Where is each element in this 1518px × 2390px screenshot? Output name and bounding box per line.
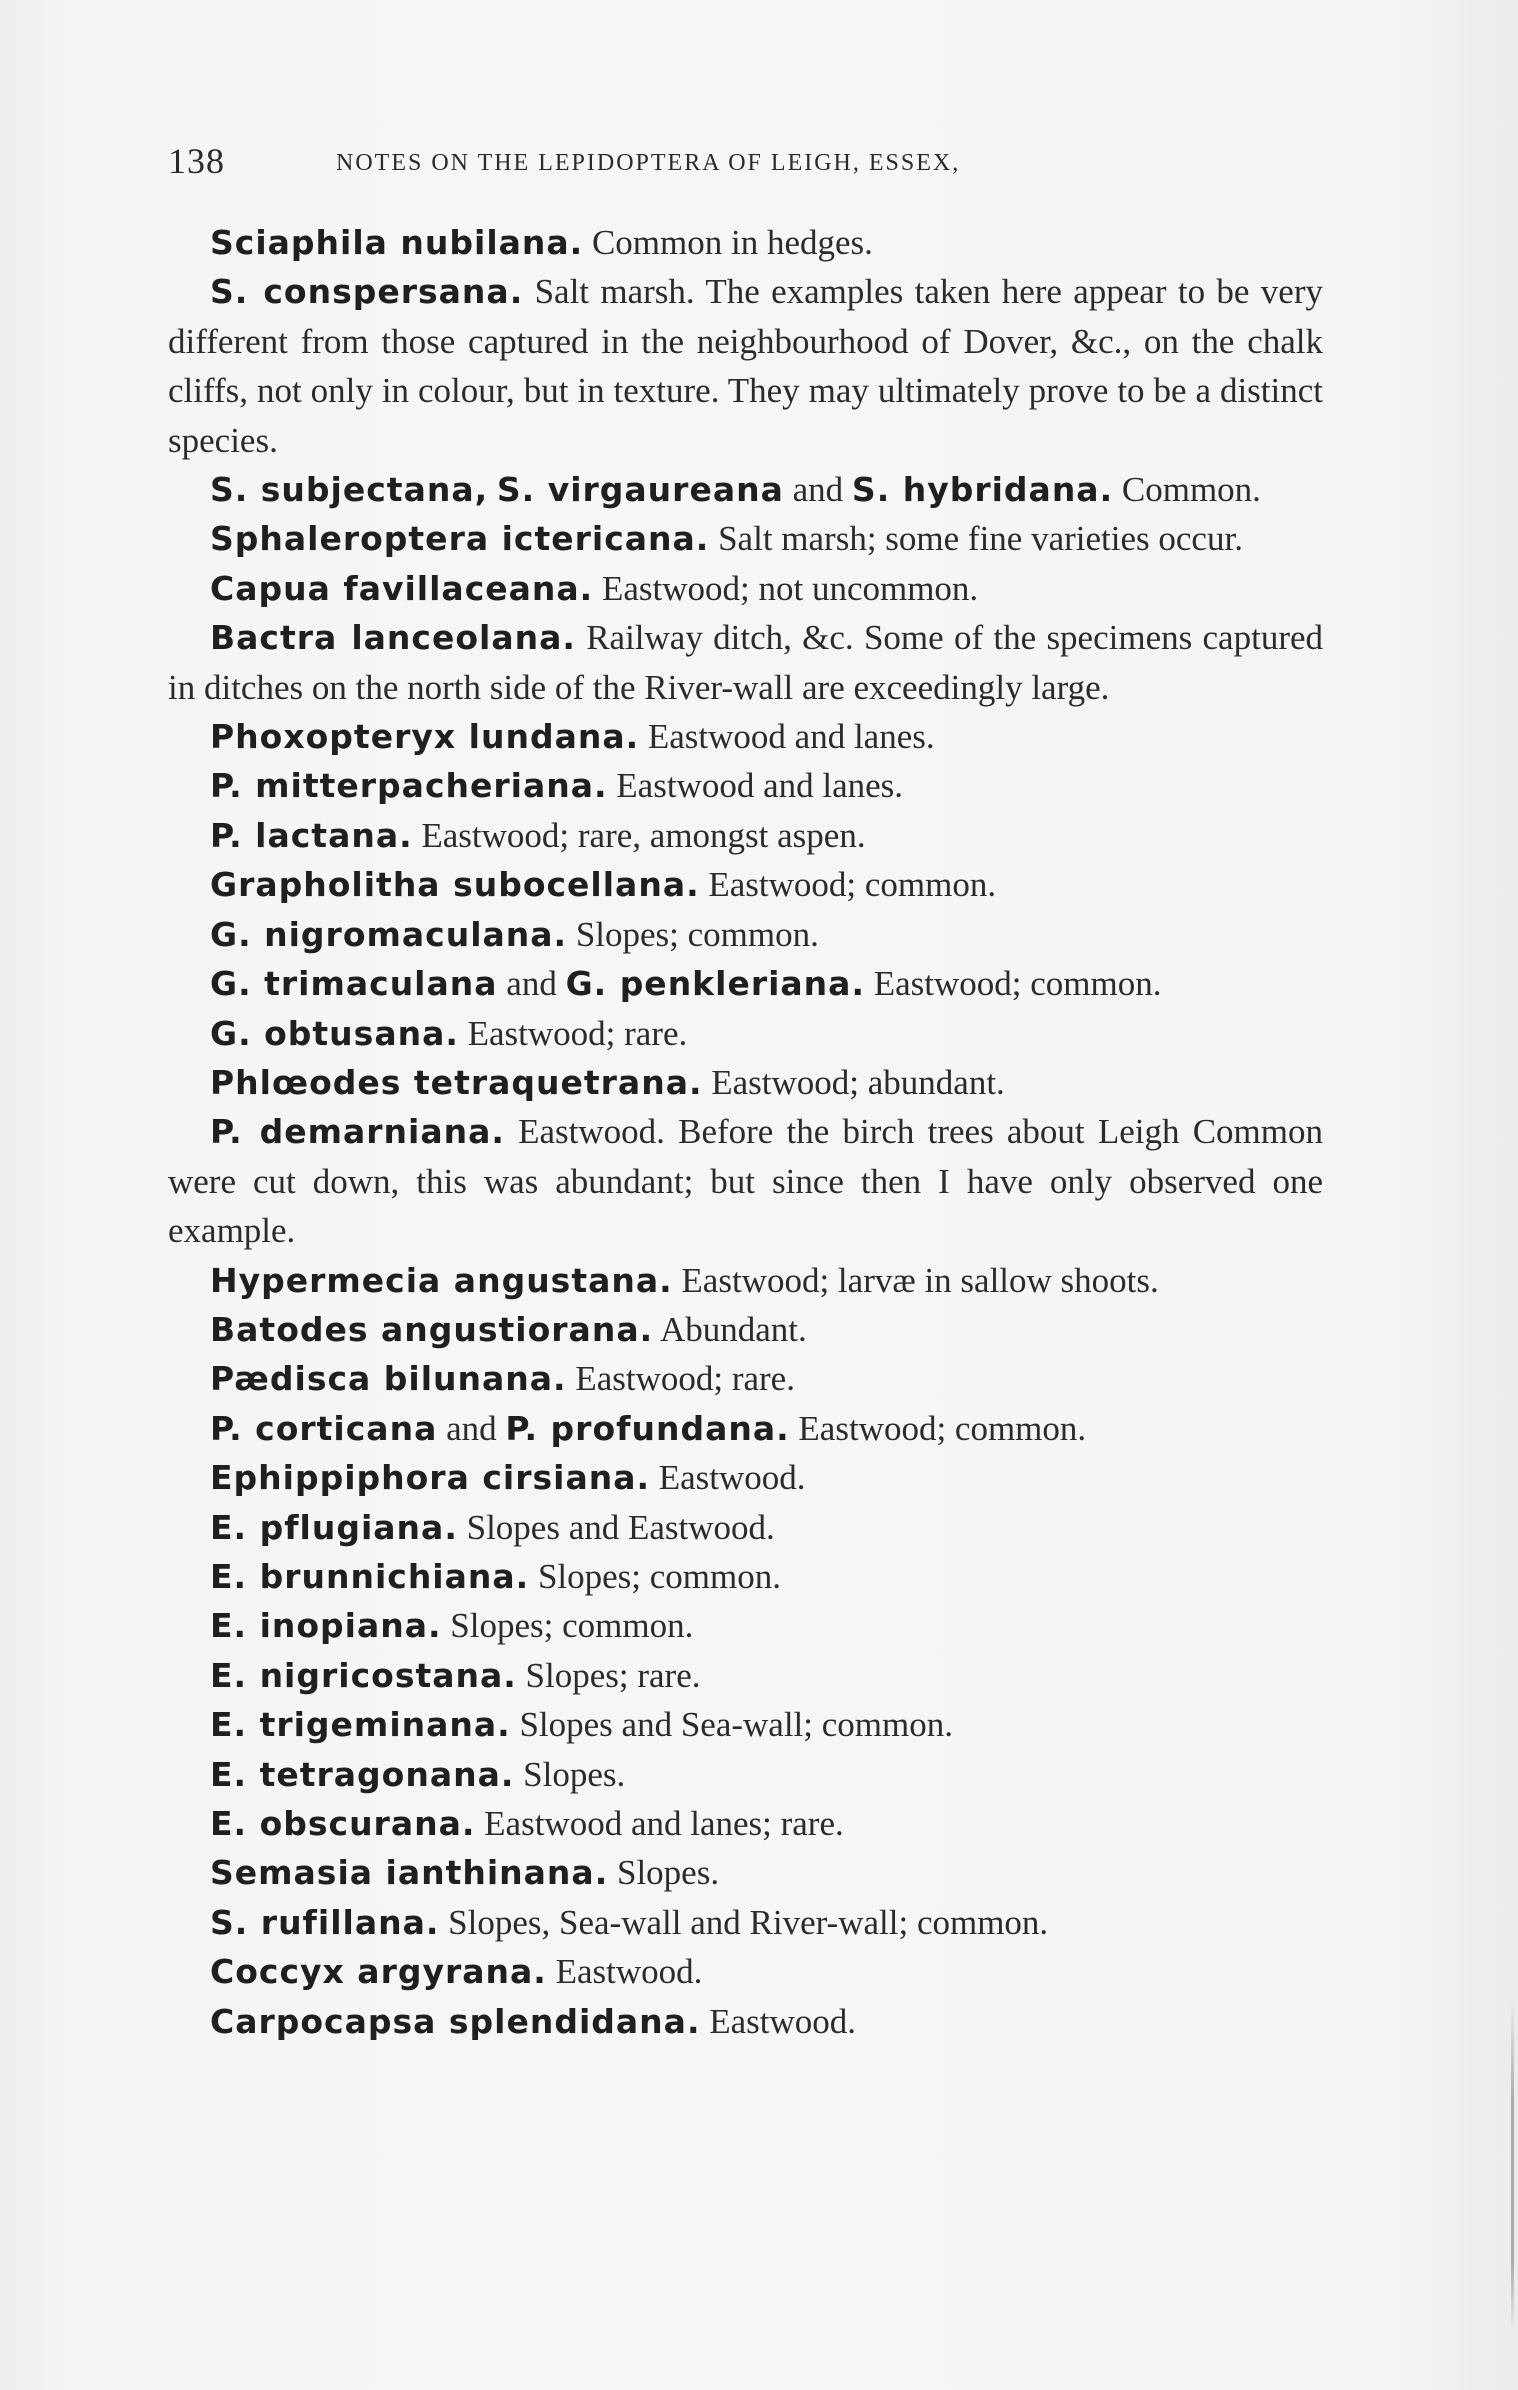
species-entry [168, 465, 1323, 514]
species-description: Railway ditch, &c. Some of the specimens captured in ditches on the north side of the River-wall are exceedingly large. [168, 618, 1324, 707]
species-description: Salt marsh. The examples taken here appear to be very different from those captured in the neighbourhood of Dover, &c., on the chalk cliffs, not only in colour, but in texture. They may ultimately prove to be a distinct species. [168, 272, 1323, 460]
species-description: Common. [1113, 470, 1261, 510]
species-name: G. trimaculana [210, 964, 498, 1004]
species-name: S. virgaureana [496, 470, 784, 510]
species-description: Eastwood and lanes; rare. [475, 1804, 844, 1843]
species-description: Slopes. [514, 1754, 626, 1794]
species-name: S. conspersana. [210, 272, 524, 312]
species-entry [168, 564, 1323, 613]
species-name: E. trigeminana. [210, 1705, 511, 1745]
species-entry [168, 1898, 1323, 1947]
species-name: E. nigricostana. [210, 1655, 517, 1695]
species-name: E. tetragonana. [210, 1754, 515, 1794]
species-description: Eastwood; rare, amongst aspen. [412, 815, 866, 855]
species-description: Eastwood. [650, 1458, 806, 1498]
species-description: Slopes and Eastwood. [457, 1507, 775, 1547]
page-edge-shadow [1511, 2000, 1514, 2330]
species-description: Eastwood; common. [864, 964, 1162, 1004]
species-description: Eastwood. [546, 1952, 703, 1992]
species-name: G. penkleriana. [565, 964, 865, 1004]
species-name: P. demarniana. [210, 1112, 505, 1152]
species-description: Slopes. [608, 1853, 720, 1893]
species-description: Eastwood and lanes. [639, 717, 935, 757]
connector-text: and [783, 470, 852, 510]
species-name: Phoxopteryx lundana. [210, 717, 640, 757]
species-name: E. brunnichiana. [210, 1556, 530, 1596]
species-entry [168, 1997, 1323, 2046]
species-name: G. nigromaculana. [210, 914, 568, 954]
species-description: Slopes; common. [567, 914, 819, 954]
species-name: P. profundana. [505, 1408, 790, 1448]
species-description: Slopes, Sea-wall and River-wall; common. [439, 1902, 1049, 1942]
species-entry [168, 712, 1323, 761]
species-entry [168, 1552, 1323, 1601]
species-entry [168, 1799, 1323, 1848]
species-name: S. rufillana. [210, 1902, 440, 1942]
running-title: NOTES ON THE LEPIDOPTERA OF LEIGH, ESSEX, [336, 150, 961, 176]
species-description: Slopes; common. [529, 1556, 781, 1596]
species-entry [168, 1107, 1323, 1255]
species-name: Sciaphila nubilana. [210, 223, 584, 262]
species-entry [168, 860, 1323, 909]
species-entry [168, 218, 1323, 267]
species-name: S. subjectana, [210, 470, 489, 510]
page-header [168, 140, 1338, 200]
species-name: P. lactana. [210, 815, 413, 855]
species-description: Eastwood. [700, 2001, 857, 2041]
species-entry [168, 267, 1323, 465]
species-name: Semasia ianthinana. [210, 1853, 609, 1893]
species-entry [168, 761, 1323, 810]
species-entry [168, 1404, 1323, 1453]
species-entry [168, 811, 1323, 860]
species-description: Eastwood; abundant. [702, 1062, 1005, 1102]
species-entry [168, 1305, 1323, 1354]
species-description: Eastwood and lanes. [607, 766, 904, 806]
species-entry [168, 1848, 1323, 1897]
species-entry [168, 1700, 1323, 1749]
species-entry [168, 1058, 1323, 1107]
species-entry [168, 959, 1323, 1008]
species-description: Abundant. [653, 1309, 807, 1349]
species-name: Carpocapsa splendidana. [210, 2001, 701, 2041]
species-name: Sphaleroptera ictericana. [210, 519, 710, 559]
species-name: Batodes angustiorana. [210, 1309, 654, 1349]
species-name: Capua favillaceana. [210, 568, 594, 608]
species-description: Eastwood; larvæ in sallow shoots. [672, 1260, 1159, 1300]
species-description: Eastwood; rare. [458, 1013, 688, 1053]
connector-text: and [497, 964, 566, 1004]
species-entry [168, 514, 1323, 563]
species-entry [168, 1009, 1323, 1058]
species-description: Salt marsh; some fine varieties occur. [709, 519, 1243, 559]
species-description: Common in hedges. [583, 223, 873, 262]
species-name: G. obtusana. [210, 1013, 459, 1053]
species-description: Eastwood. Before the birch trees about Leigh Common were cut down, this was abundant; but since then I have only observed one example. [168, 1112, 1323, 1251]
page-number: 138 [168, 141, 225, 181]
species-name: Ephippiphora cirsiana. [210, 1458, 651, 1498]
species-name: E. pflugiana. [210, 1507, 458, 1547]
species-name: E. inopiana. [210, 1606, 442, 1646]
species-entry [168, 1947, 1323, 1996]
species-entry [168, 613, 1323, 712]
species-description: Slopes and Sea-wall; common. [510, 1705, 953, 1745]
species-name: E. obscurana. [210, 1804, 476, 1843]
species-entry [168, 1601, 1323, 1650]
species-entry [168, 1354, 1323, 1403]
species-description: Eastwood; rare. [566, 1359, 795, 1399]
species-name: Hypermecia angustana. [210, 1260, 673, 1300]
species-name: Phlœodes tetraquetrana. [210, 1062, 703, 1102]
species-entry [168, 1750, 1323, 1799]
connector-text [488, 470, 497, 509]
species-description: Slopes; common. [441, 1606, 694, 1646]
species-name: Pædisca bilunana. [210, 1359, 567, 1399]
species-entry [168, 910, 1323, 959]
species-description: Eastwood; not uncommon. [593, 568, 979, 608]
species-name: Coccyx argyrana. [210, 1952, 547, 1992]
species-list [168, 218, 1323, 2046]
species-entry [168, 1651, 1323, 1700]
species-entry [168, 1503, 1323, 1552]
species-description: Slopes; rare. [516, 1655, 701, 1695]
species-description: Eastwood; common. [699, 865, 997, 905]
species-name: Grapholitha subocellana. [210, 865, 700, 905]
connector-text: and [437, 1408, 506, 1448]
species-name: P. corticana [210, 1408, 438, 1448]
species-name: P. mitterpacheriana. [210, 766, 608, 806]
species-entry [168, 1256, 1323, 1305]
species-name: S. hybridana. [851, 470, 1114, 510]
species-name: Bactra lanceolana. [210, 618, 576, 658]
species-description: Eastwood; common. [789, 1408, 1087, 1448]
species-entry [168, 1453, 1323, 1502]
